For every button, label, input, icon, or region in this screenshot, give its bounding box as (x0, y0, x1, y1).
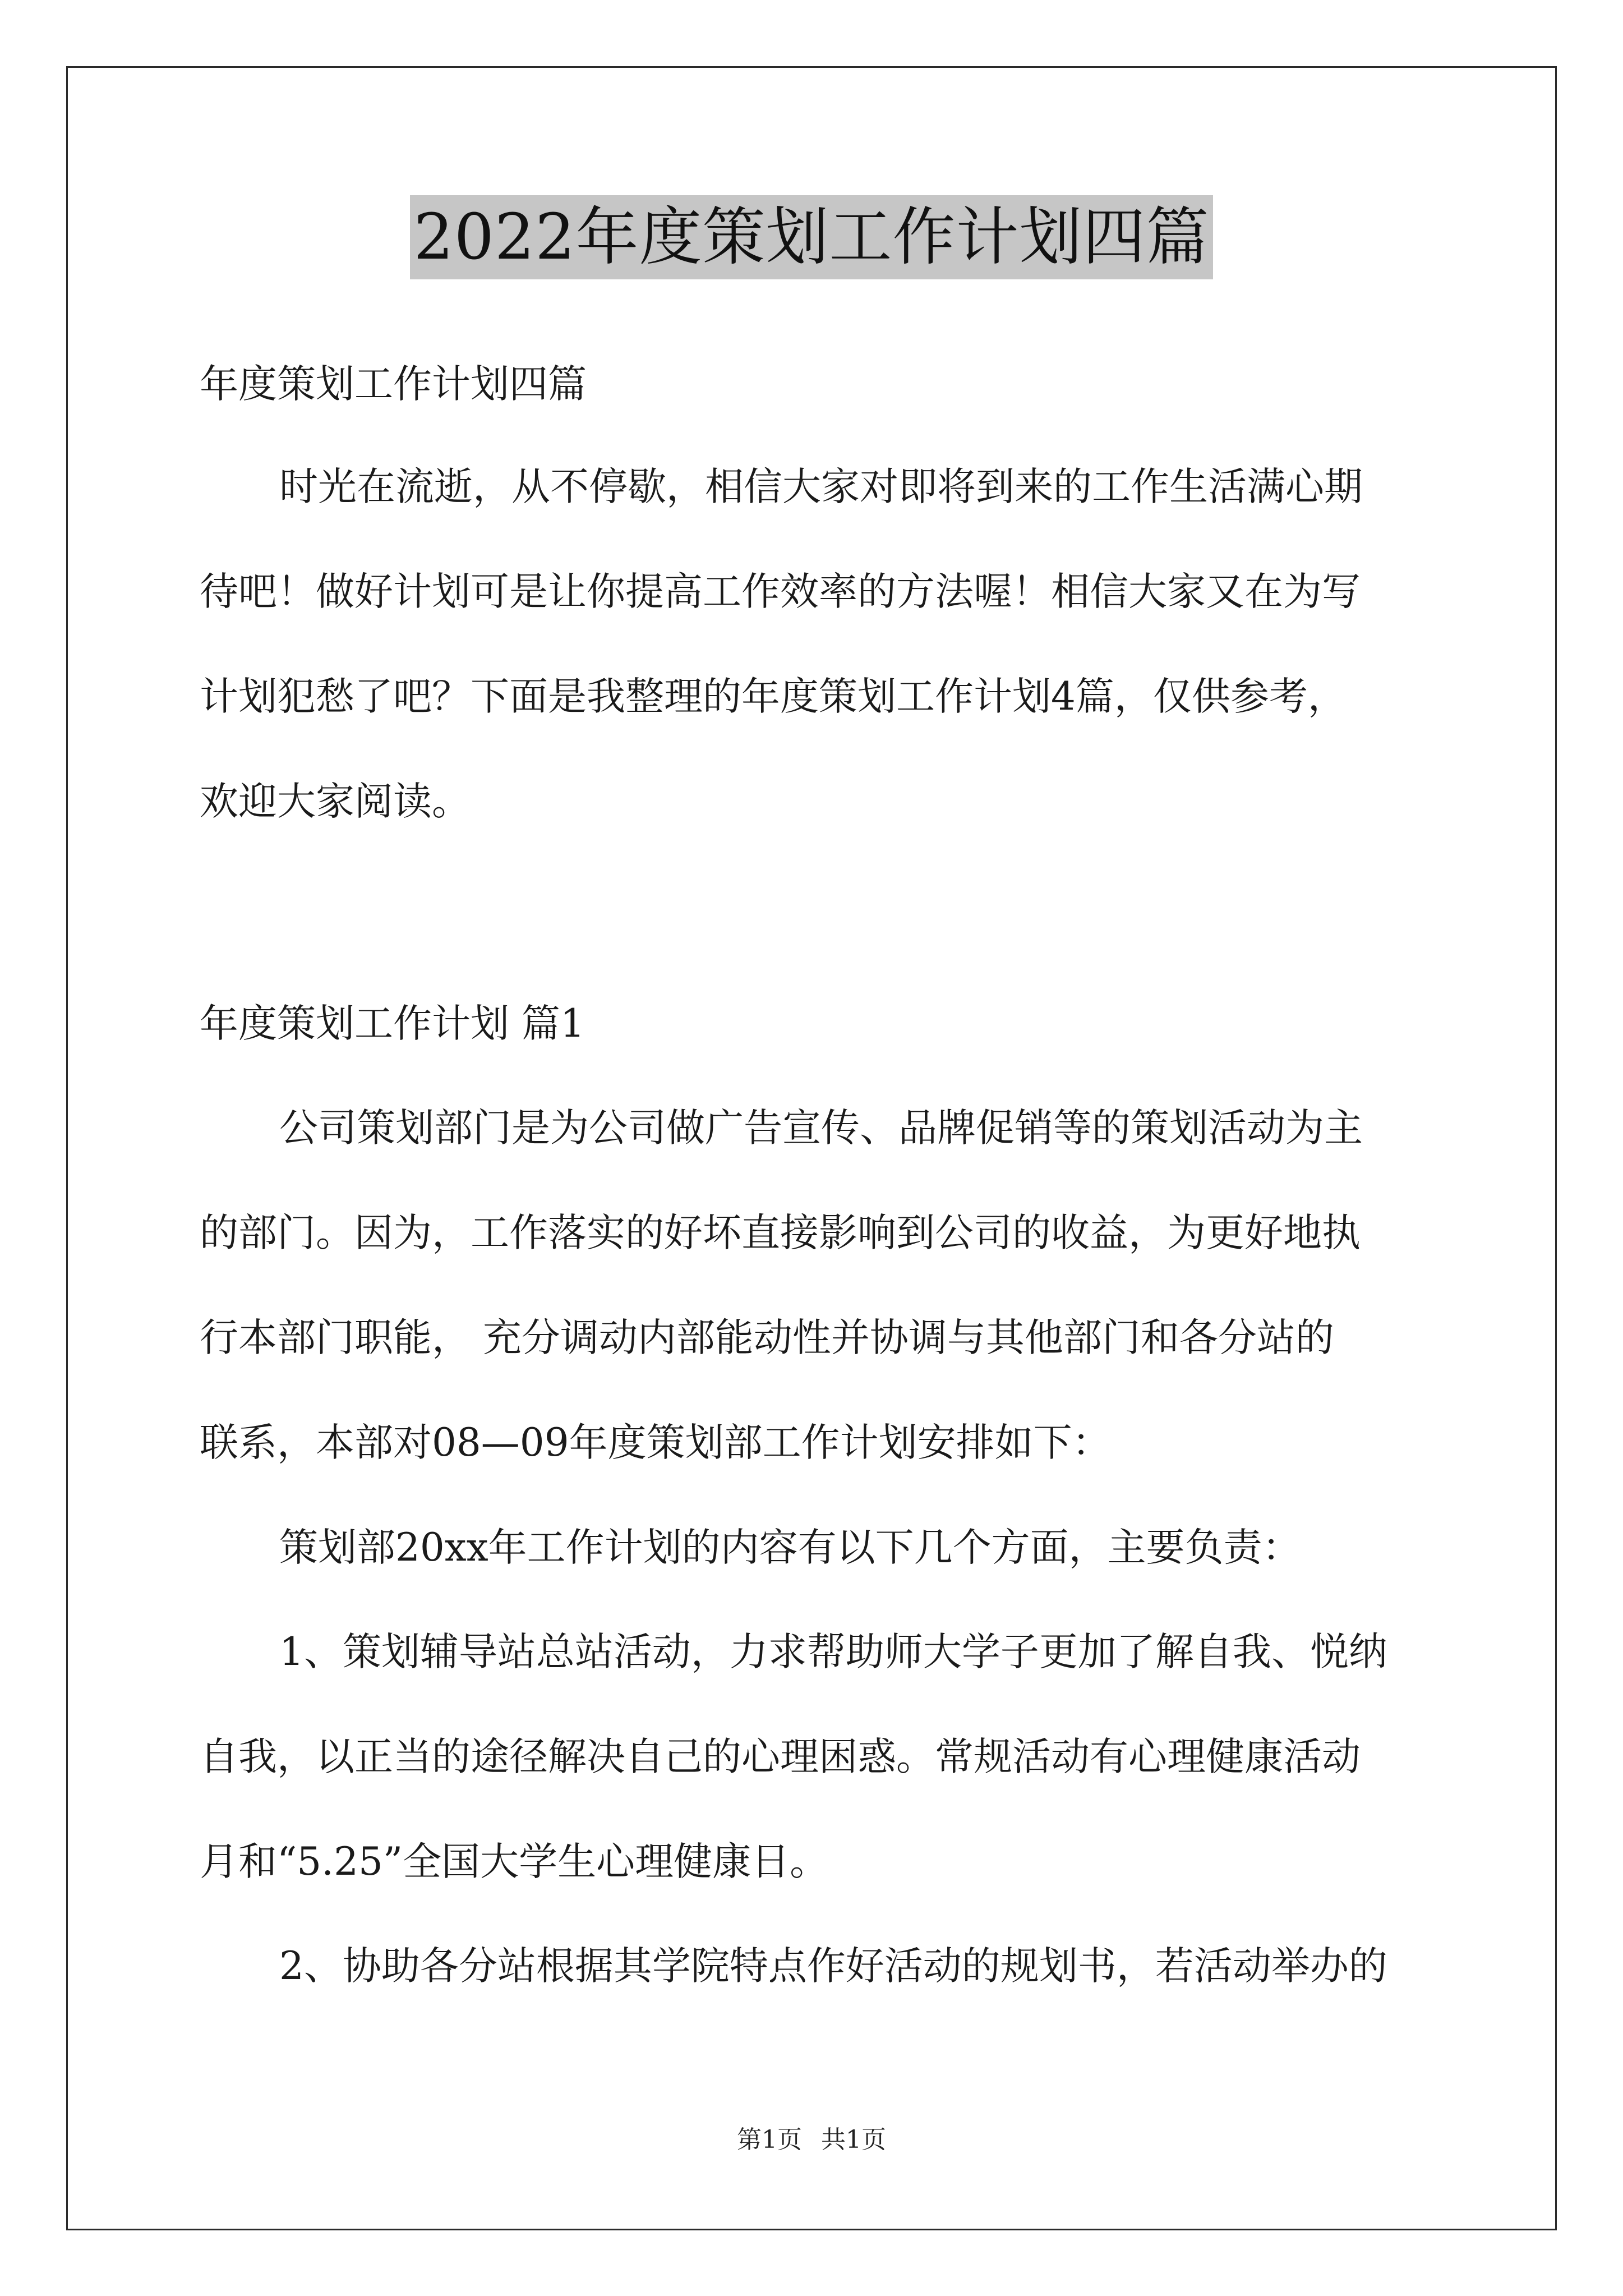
intro-line-1: 时光在流逝，从不停歇，相信大家对即将到来的工作生活满心期 (279, 464, 1363, 509)
section-line-2: 的部门。因为，工作落实的好坏直接影响到公司的收益，为更好地执 (200, 1211, 1361, 1255)
section-line-5: 策划部20xx年工作计划的内容有以下几个方面，主要负责： (279, 1525, 1301, 1570)
title-wrap (0, 195, 1623, 279)
section-line-9: 2、协助各分站根据其学院特点作好活动的规划书，若活动举办的 (279, 1944, 1387, 1989)
page-total: 共1页 (821, 2125, 886, 2154)
section-line-1: 公司策划部门是为公司做广告宣传、品牌促销等的策划活动为主 (279, 1106, 1363, 1151)
intro-line-2: 待吧！做好计划可是让你提高工作效率的方法喔！相信大家又在为写 (200, 569, 1361, 614)
section-heading: 年度策划工作计划 篇1 (200, 1001, 585, 1046)
section-line-8: 月和“5.25”全国大学生心理健康日。 (200, 1839, 829, 1884)
page-number: 第1页 (737, 2125, 802, 2154)
document-title: 2022年度策划工作计划四篇 (410, 195, 1212, 279)
intro-line-3: 计划犯愁了吧？下面是我整理的年度策划工作计划4篇，仅供参考， (200, 674, 1347, 719)
document-subtitle: 年度策划工作计划四篇 (200, 362, 587, 407)
intro-line-4: 欢迎大家阅读。 (200, 779, 471, 824)
section-line-3: 行本部门职能， 充分调动内部能动性并协调与其他部门和各分站的 (200, 1315, 1334, 1360)
page-footer (0, 2123, 1623, 2157)
section-line-7: 自我，以正当的途径解决自己的心理困惑。常规活动有心理健康活动 (200, 1734, 1361, 1779)
section-line-4: 联系，本部对08—09年度策划部工作计划安排如下： (200, 1420, 1111, 1465)
section-line-6: 1、策划辅导站总站活动，力求帮助师大学子更加了解自我、悦纳 (279, 1630, 1387, 1674)
